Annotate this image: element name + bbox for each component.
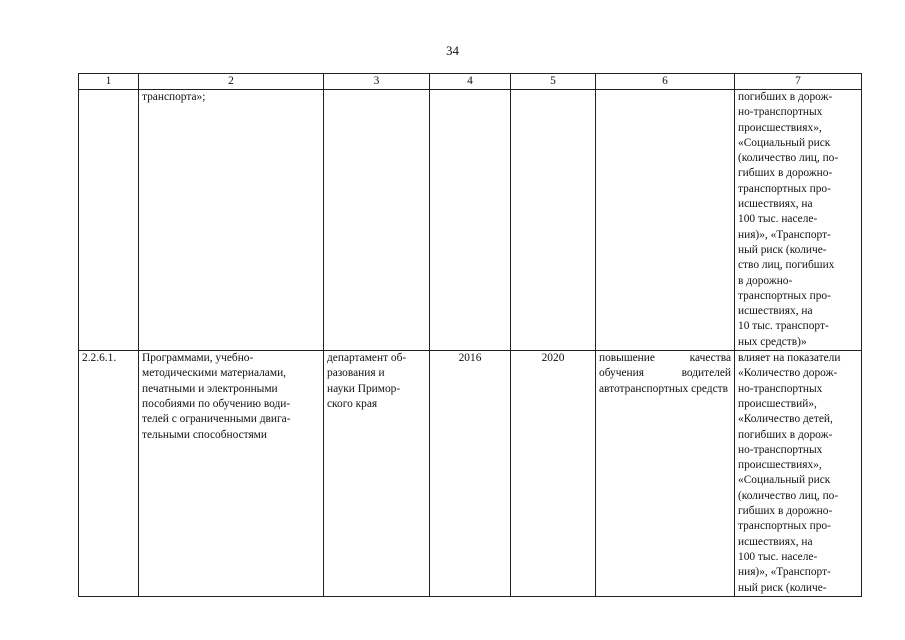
- column-header-3: 3: [324, 74, 430, 90]
- column-header-1: 1: [79, 74, 139, 90]
- cell-indicators: влияет на показатели «Количество дорож- но-транспортных происшествий», «Количество детей, погибших в дорож- но-транспортных происшествиях», «Социальный риск (количество лиц, по- гибших в дорожно- транспортных про- исшествиях, на 100 тыс. населе- ния)», «Транспорт- ный риск (количе-: [735, 351, 862, 597]
- cell-indicators: погибших в дорож- но-транспортных происшествиях», «Социальный риск (количество лиц, по- гибших в дорожно- транспортных про- исшествиях, на 100 тыс. населе- ния)», «Транспорт- ный риск (количе- ство лиц, погибших в дорожно- транспортных про- исшествиях, на 10 тыс. транспорт- ных средств)»: [735, 90, 862, 351]
- column-header-6: 6: [596, 74, 735, 90]
- cell-result: повышение качества обучения водителей автотранспортных средств: [596, 351, 735, 597]
- cell-number: [79, 90, 139, 351]
- column-header-7: 7: [735, 74, 862, 90]
- cell-measure: транспорта»;: [139, 90, 324, 351]
- column-header-5: 5: [511, 74, 596, 90]
- cell-end-year: 2020: [511, 351, 596, 597]
- program-table: [78, 73, 862, 597]
- cell-executor: департамент об- разования и науки Примор- ского края: [324, 351, 430, 597]
- cell-end-year: [511, 90, 596, 351]
- cell-result: [596, 90, 735, 351]
- page-number: 34: [446, 43, 459, 58]
- cell-start-year: [430, 90, 511, 351]
- cell-start-year: 2016: [430, 351, 511, 597]
- table-row-continuation: [79, 90, 862, 351]
- table-header-row: [79, 74, 862, 90]
- cell-number: 2.2.6.1.: [79, 351, 139, 597]
- column-header-2: 2: [139, 74, 324, 90]
- table-row-2-2-6-1: [79, 351, 862, 597]
- column-header-4: 4: [430, 74, 511, 90]
- cell-executor: [324, 90, 430, 351]
- cell-measure: Программами, учебно- методическими материалами, печатными и электронными пособиями по обучению води- телей с ограниченными двига- тельными способностями: [139, 351, 324, 597]
